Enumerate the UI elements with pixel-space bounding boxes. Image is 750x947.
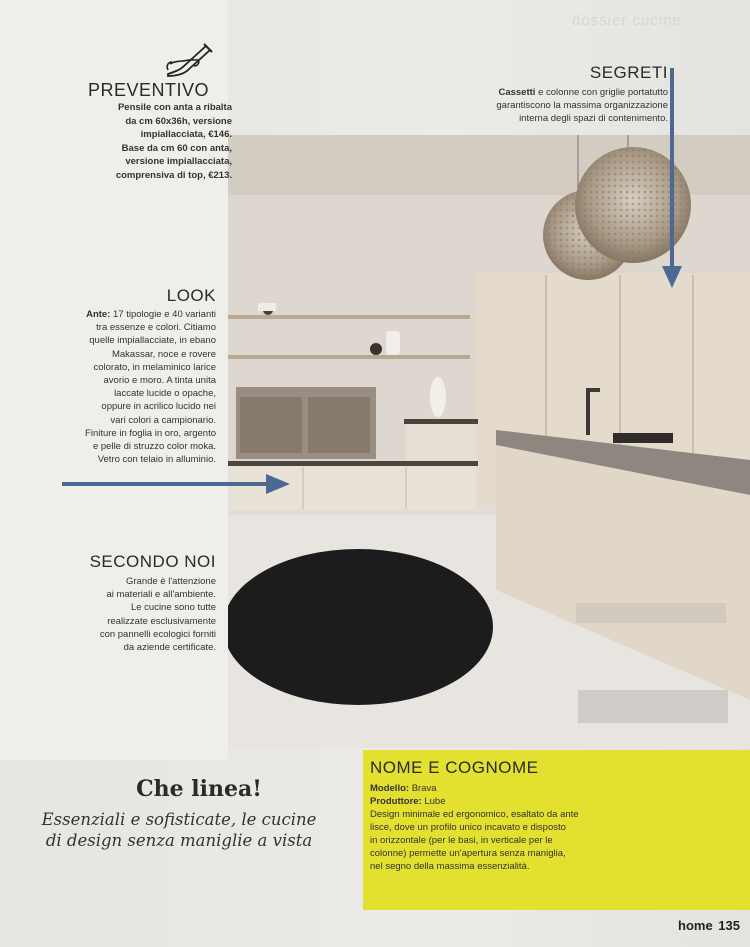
preventivo-line: Pensile con anta a ribalta xyxy=(117,102,232,113)
segreti-line xyxy=(440,86,668,99)
look-line: quelle impiallacciate, in ebano xyxy=(89,335,216,347)
look-line: Finiture in foglia in oro, argento xyxy=(85,427,216,439)
segreti-line-1: e colonne con griglie portatutto xyxy=(535,87,668,98)
preventivo-line: comprensiva di top, €213. xyxy=(115,169,232,181)
page-number: 135 xyxy=(718,918,740,933)
look-line: laccate lucide o opache, xyxy=(114,388,216,400)
look-arrow-shaft xyxy=(62,482,270,486)
look-lead: Ante: xyxy=(86,309,111,320)
look-arrow-head xyxy=(266,474,290,494)
headline-block xyxy=(20,776,338,850)
nome-line: in orizzontale (per le basi, in verticale per le xyxy=(370,835,553,846)
look-title: LOOK xyxy=(166,286,216,305)
header-ghost-text: dossier cucine xyxy=(572,12,682,29)
secondo-noi-line: ai materiali e all'ambiente. xyxy=(106,589,216,601)
nome-title: NOME E COGNOME xyxy=(370,758,539,777)
nome-line: colonne) permette un'apertura senza maniglia, xyxy=(370,848,566,859)
modello-line xyxy=(370,782,740,795)
segreti-title: SEGRETI xyxy=(589,63,668,82)
headline-subtitle-1: Essenziali e sofisticate, le cucine xyxy=(41,810,317,829)
segreti-section xyxy=(440,63,668,125)
modello-label: Modello: xyxy=(370,783,410,794)
secondo-noi-line: Le cucine sono tutte xyxy=(130,602,216,614)
preventivo-line: impiallacciata, €146. xyxy=(140,129,232,140)
look-line: vari colori a campionario. xyxy=(110,414,216,426)
headline-subtitle-2: di design senza maniglie a vista xyxy=(45,831,313,850)
segreti-arrow-head xyxy=(662,266,682,288)
segreti-arrow-shaft xyxy=(670,68,674,268)
secondo-noi-line: Grande è l'attenzione xyxy=(125,576,216,587)
nome-line: lisce, dove un profilo unico incavato e disposto xyxy=(370,822,566,833)
look-line: e pelle di struzzo color moka. xyxy=(92,441,216,453)
nome-line: Design minimale ed ergonomico, esaltato da ante xyxy=(370,809,579,820)
hand-writing-icon xyxy=(162,40,214,80)
look-line xyxy=(50,308,216,321)
look-line: colorato, in melaminico larice xyxy=(93,361,216,373)
preventivo-line: versione impiallacciata, xyxy=(125,156,232,167)
page-footer xyxy=(640,918,740,933)
preventivo-line: Base da cm 60 con anta, xyxy=(121,142,232,154)
nome-section xyxy=(370,758,740,873)
modello-value: Brava xyxy=(409,783,437,794)
produttore-label: Produttore: xyxy=(370,796,422,807)
preventivo-title: PREVENTIVO xyxy=(88,80,210,100)
look-line-1: 17 tipologie e 40 varianti xyxy=(110,309,216,320)
secondo-noi-line: con pannelli ecologici forniti xyxy=(99,628,216,640)
look-line: avorio e moro. A tinta unita xyxy=(103,375,216,387)
segreti-lead: Cassetti xyxy=(498,87,536,98)
nome-text xyxy=(370,782,740,873)
preventivo-text xyxy=(82,101,232,182)
footer-brand: home xyxy=(678,918,713,933)
secondo-noi-line: realizzate esclusivamente xyxy=(107,615,216,627)
produttore-value: Lube xyxy=(421,796,446,807)
segreti-line: garantiscono la massima organizzazione xyxy=(496,100,668,111)
look-section xyxy=(50,286,216,466)
produttore-line xyxy=(370,795,740,808)
secondo-noi-title: SECONDO NOI xyxy=(89,552,216,571)
look-line: Makassar, noce e rovere xyxy=(111,348,216,360)
nome-line: nel segno della massima essenzialità. xyxy=(370,861,530,872)
look-line: Vetro con telaio in alluminio. xyxy=(97,454,216,466)
secondo-noi-text xyxy=(40,575,216,654)
look-line: tra essenze e colori. Citiamo xyxy=(96,322,216,334)
look-text xyxy=(50,308,216,466)
secondo-noi-line: da aziende certificate. xyxy=(123,642,216,654)
segreti-text xyxy=(440,86,668,125)
secondo-noi-section xyxy=(40,552,216,654)
look-line: oppure in acrilico lucido nei xyxy=(101,401,216,413)
segreti-line: interna degli spazi di contenimento. xyxy=(519,113,668,124)
headline-title: Che linea! xyxy=(136,776,262,802)
preventivo-line: da cm 60x36h, versione xyxy=(125,115,232,127)
